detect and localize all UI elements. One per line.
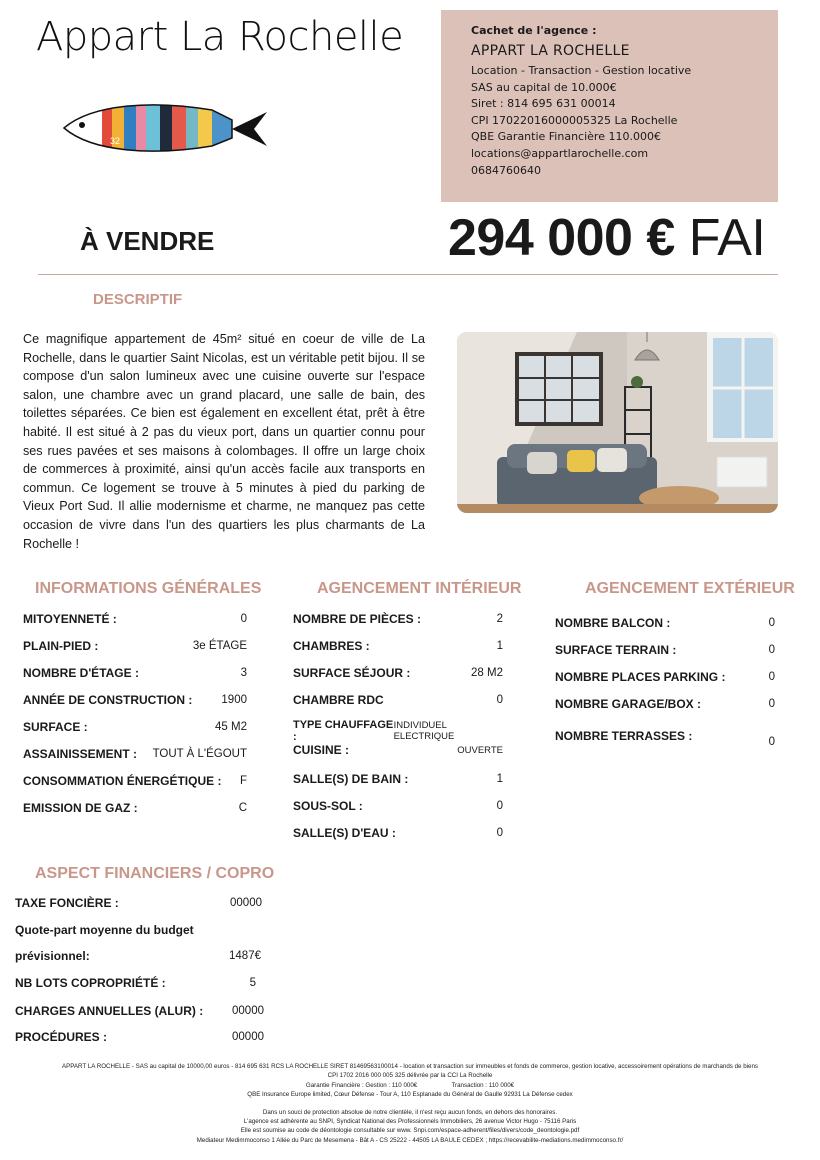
- row-value: 3: [240, 667, 247, 679]
- row-value: 0: [496, 827, 503, 839]
- interior-row: [293, 693, 503, 707]
- financial-row: [15, 1004, 264, 1018]
- row-value: 0: [240, 613, 247, 625]
- agency-line: QBE Garantie Financière 110.000€: [471, 130, 661, 144]
- row-label: SURFACE SÉJOUR :: [293, 666, 411, 680]
- row-label: prévisionnel:: [15, 949, 90, 963]
- row-value: 0: [496, 694, 503, 706]
- row-value: 1: [496, 773, 503, 785]
- financial-title: ASPECT FINANCIERS / COPRO: [35, 865, 275, 882]
- financial-row: [15, 1030, 264, 1044]
- row-label: CHAMBRE RDC: [293, 693, 384, 707]
- footer-spacer: [0, 1100, 820, 1108]
- row-value: 0: [768, 736, 775, 748]
- row-label: NOMBRE TERRASSES :: [555, 729, 693, 743]
- agency-name: APPART LA ROCHELLE: [471, 43, 630, 59]
- footer-line: CPI 1702 2016 000 005 325 délivrée par la CCI La Rochelle: [327, 1072, 493, 1080]
- row-label: SALLE(S) DE BAIN :: [293, 772, 409, 786]
- row-value: 5: [249, 977, 256, 989]
- row-value: 00000: [230, 897, 262, 909]
- exterior-title: AGENCEMENT EXTÉRIEUR: [585, 580, 795, 597]
- sale-label: À VENDRE: [80, 226, 215, 256]
- row-label: EMISSION DE GAZ :: [23, 801, 138, 815]
- footer-line: Elle est soumise au code de déontologie consultable sur www. Snpi.com/espace-adherent/files/divers/code_deontologie.pdf: [240, 1127, 580, 1135]
- interior-title: AGENCEMENT INTÉRIEUR: [317, 580, 522, 597]
- fish-number: 32: [110, 136, 121, 146]
- row-value: 28 M2: [471, 667, 503, 679]
- row-label: CHARGES ANNUELLES (ALUR) :: [15, 1004, 204, 1018]
- row-label: PLAIN-PIED :: [23, 639, 99, 653]
- interior-row: [293, 826, 503, 840]
- interior-row: [293, 639, 503, 653]
- footer-line: Garantie Financière : Gestion : 110 000€ Transaction : 110 000€: [305, 1081, 515, 1089]
- description-title: DESCRIPTIF: [93, 291, 183, 308]
- interior-row: [293, 666, 503, 680]
- row-value: OUVERTE: [457, 744, 503, 756]
- row-label: NOMBRE DE PIÈCES :: [293, 612, 422, 626]
- row-value: INDIVIDUEL ELECTRIQUE: [393, 720, 455, 742]
- financial-row: [15, 949, 261, 963]
- general-row: [23, 612, 247, 626]
- row-label: MITOYENNETÉ :: [23, 612, 117, 626]
- footer-line: Dans un souci de protection absolue de notre clientèle, il n'est reçu aucun fonds, en dehors des honoraires.: [262, 1108, 558, 1116]
- interior-row: [293, 719, 503, 743]
- general-row: [23, 693, 247, 707]
- row-value: 0: [768, 671, 775, 683]
- row-label: TAXE FONCIÈRE :: [15, 896, 119, 910]
- agency-email: locations@appartlarochelle.com: [471, 146, 649, 160]
- row-label: NB LOTS COPROPRIÉTÉ :: [15, 976, 166, 990]
- exterior-row: [555, 643, 775, 657]
- row-value: 00000: [232, 1005, 264, 1017]
- row-label: SOUS-SOL :: [293, 799, 363, 813]
- fish-logo-icon: [62, 98, 270, 156]
- logo-text: Appart La Rochelle: [36, 14, 404, 60]
- general-row: [23, 639, 247, 653]
- legal-footer: [0, 1062, 820, 1145]
- row-label: CONSOMMATION ÉNERGÉTIQUE :: [23, 774, 222, 788]
- row-label: Quote-part moyenne du budget: [15, 923, 194, 937]
- price: [448, 208, 765, 268]
- row-label: SURFACE TERRAIN :: [555, 643, 677, 657]
- row-label: NOMBRE PLACES PARKING :: [555, 670, 726, 684]
- row-value: 0: [768, 698, 775, 710]
- row-label: ASSAINISSEMENT :: [23, 747, 138, 761]
- row-label: NOMBRE BALCON :: [555, 616, 671, 630]
- row-label: TYPE CHAUFFAGE :: [293, 719, 394, 743]
- row-label: ANNÉE DE CONSTRUCTION :: [23, 693, 193, 707]
- row-value: 1: [496, 640, 503, 652]
- agency-phone: 0684760640: [471, 163, 541, 177]
- agency-line: Location - Transaction - Gestion locative: [471, 64, 692, 77]
- interior-row: [293, 799, 503, 813]
- agency-line: SAS au capital de 10.000€: [471, 80, 617, 94]
- row-value: 3e ÉTAGE: [192, 640, 247, 652]
- footer-line: Mediateur Medimmoconso 1 Allée du Parc de Mesemena - Bât A - CS 25222 - 44505 LA BAULE CEDEX ; https://recevabilite-mediations.medimmoconso.fr/: [196, 1136, 624, 1144]
- row-label: CUISINE :: [293, 743, 350, 757]
- row-label: NOMBRE D'ÉTAGE :: [23, 666, 139, 680]
- agency-title: Cachet de l'agence :: [471, 24, 597, 37]
- financial-row: [15, 976, 256, 990]
- price-value: 294 000 €: [448, 209, 675, 267]
- row-value: 45 M2: [215, 721, 247, 733]
- apartment-photo: [457, 332, 778, 513]
- general-row: [23, 666, 247, 680]
- row-value: 2: [496, 613, 503, 625]
- agency-line: Siret : 814 695 631 00014: [471, 97, 616, 111]
- general-row: [23, 747, 247, 761]
- interior-row: [293, 612, 503, 626]
- row-value: 0: [768, 617, 775, 629]
- general-row: [23, 720, 247, 734]
- interior-row: [293, 743, 503, 757]
- agency-stamp-box: [441, 10, 778, 202]
- row-value: 0: [496, 800, 503, 812]
- exterior-row: [555, 724, 775, 748]
- divider: [38, 274, 778, 275]
- general-row: [23, 774, 247, 788]
- row-value: 00000: [232, 1031, 264, 1043]
- description-text: Ce magnifique appartement de 45m² situé en coeur de ville de La Rochelle, dans le quartier Saint Nicolas, est un véritable petit bijou. Il se compose d'un salon lumineux avec une cuisine ouverte sur l'espace salon, une chambre avec un grand placard, une salle de bain, des toilettes séparées. Ce bien est également en excellent état, prêt à être habité. Il est situé à 2 pas du vieux port, dans un quartier connu pour ses rues pavées et ses maisons à colombages. Il offre un large choix de commerces à proximité, ainsi qu'un accès facile aux transports en commun. Ce logement se trouve à 5 minutes à pied du parking de Vieux Port Sud. Il allie modernisme et charme, ne manquez pas cette occasion de vivre dans l'un des quartiers les plus charmants de La Rochelle !: [23, 332, 425, 551]
- exterior-row: [555, 670, 775, 684]
- general-info-title: INFORMATIONS GÉNÉRALES: [35, 580, 262, 597]
- financial-row: [15, 896, 262, 910]
- interior-row: [293, 772, 503, 786]
- row-value: 1900: [221, 694, 247, 706]
- row-label: SALLE(S) D'EAU :: [293, 826, 396, 840]
- row-label: CHAMBRES :: [293, 639, 370, 653]
- agency-line: CPI 17022016000005325 La Rochelle: [471, 113, 678, 127]
- footer-line: QBE Insurance Europe limited, Cœur Défense - Tour A, 110 Esplanade du Général de Gaulle 92931 La Défense cedex: [247, 1091, 573, 1099]
- row-value: F: [239, 775, 247, 787]
- row-label: SURFACE :: [23, 720, 88, 734]
- row-value: TOUT À L'ÉGOUT: [152, 748, 247, 760]
- row-label: PROCÉDURES :: [15, 1030, 108, 1044]
- footer-line: L'agence est adhérente au SNPI, Syndicat National des Professionnels Immobiliers, 26 avenue Victor Hugo - 75116 Paris: [243, 1118, 577, 1126]
- exterior-row: [555, 616, 775, 630]
- row-value: C: [238, 802, 247, 814]
- row-value: 1487€: [229, 950, 261, 962]
- row-value: 0: [768, 644, 775, 656]
- price-suffix: FAI: [688, 209, 766, 267]
- footer-line: APPART LA ROCHELLE - SAS au capital de 10000,00 euros - 814 695 631 RCS LA ROCHELLE SIRET 81469563100014 - location et transaction sur immeubles et fonds de commerce, gestion locative, accessoirement opérations de marchands de biens: [61, 1063, 759, 1070]
- financial-row: [15, 923, 262, 937]
- row-label: NOMBRE GARAGE/BOX :: [555, 697, 702, 711]
- general-row: [23, 801, 247, 815]
- exterior-row: [555, 697, 775, 711]
